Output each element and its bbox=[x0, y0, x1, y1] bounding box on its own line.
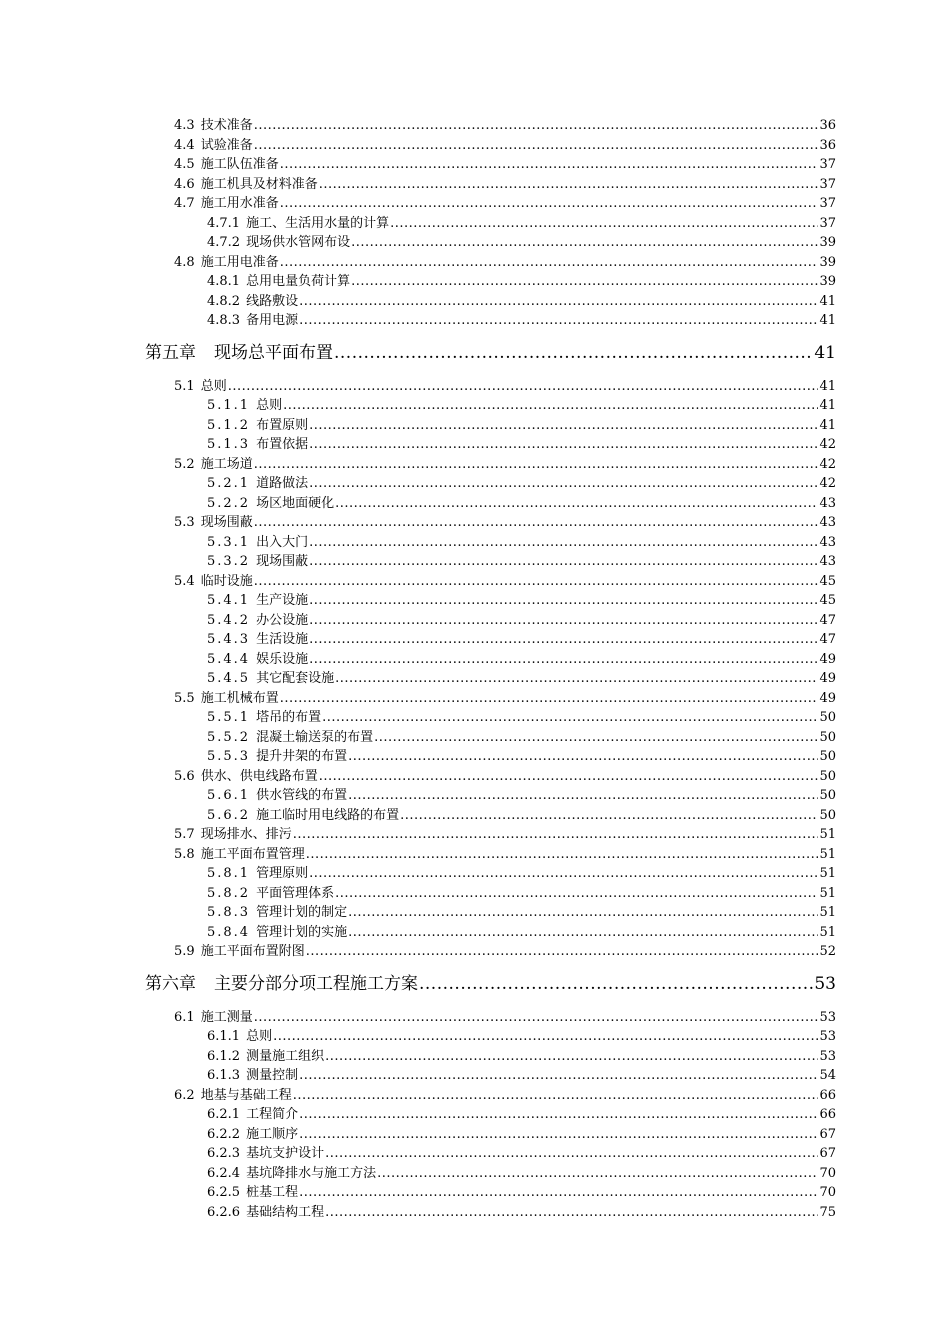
toc-entry-number: 5.4.4 bbox=[207, 651, 251, 667]
toc-entry-page: 41 bbox=[819, 417, 836, 433]
toc-entry-page: 75 bbox=[819, 1204, 836, 1220]
toc-entry-number: 5.3.2 bbox=[207, 554, 251, 569]
toc-dot-leader bbox=[299, 1105, 818, 1125]
toc-entry-page: 66 bbox=[819, 1107, 836, 1122]
toc-dot-leader bbox=[309, 591, 818, 611]
toc-entry-number: 5.3.1 bbox=[207, 534, 251, 550]
toc-entry-title: 娱乐设施 bbox=[256, 651, 309, 667]
toc-entry-page: 52 bbox=[819, 944, 836, 959]
toc-entry[interactable] bbox=[0, 377, 836, 397]
toc-entry[interactable] bbox=[0, 253, 836, 273]
toc-entry-page: 50 bbox=[819, 749, 836, 764]
toc-entry-title: 施工测量 bbox=[200, 1009, 253, 1025]
toc-dot-leader bbox=[348, 903, 818, 923]
toc-entry-title: 备用电源 bbox=[246, 313, 299, 328]
toc-entry[interactable] bbox=[0, 1086, 836, 1106]
toc-entry-title: 供水管线的布置 bbox=[256, 788, 348, 803]
toc-entry-number: 5.8 bbox=[174, 846, 195, 862]
toc-entry-number: 6.2.6 bbox=[207, 1204, 241, 1220]
toc-entry-title: 现场供水管网布设 bbox=[246, 235, 351, 250]
toc-entry-number: 5.1 bbox=[174, 378, 195, 394]
toc-entry-page: 39 bbox=[819, 235, 836, 250]
toc-entry-title: 技术准备 bbox=[200, 118, 253, 133]
toc-chapter-entry[interactable] bbox=[0, 974, 836, 994]
toc-entry-page: 51 bbox=[819, 866, 836, 881]
toc-entry-number: 第六章 bbox=[145, 973, 196, 994]
toc-entry-title: 供水、供电线路布置 bbox=[200, 768, 318, 784]
toc-entry-page: 50 bbox=[819, 807, 836, 823]
toc-entry-number: 4.6 bbox=[174, 176, 195, 192]
toc-entry-page: 54 bbox=[819, 1068, 836, 1083]
toc-entry-page: 49 bbox=[819, 651, 836, 667]
toc-entry-page: 47 bbox=[819, 612, 836, 628]
toc-entry-title: 布置原则 bbox=[256, 417, 309, 433]
toc-entry-title: 地基与基础工程 bbox=[200, 1087, 292, 1103]
toc-entry[interactable] bbox=[0, 1047, 836, 1067]
toc-entry-page: 37 bbox=[819, 196, 836, 211]
toc-entry-page: 49 bbox=[819, 690, 836, 706]
toc-entry-page: 41 bbox=[819, 378, 836, 394]
toc-entry-page: 51 bbox=[819, 905, 836, 920]
toc-entry-number: 第五章 bbox=[145, 342, 196, 363]
toc-entry-title: 布置依据 bbox=[256, 437, 309, 452]
toc-dot-leader bbox=[348, 786, 818, 806]
toc-entry-page: 43 bbox=[819, 554, 836, 569]
toc-entry-number: 5.4.1 bbox=[207, 593, 251, 608]
toc-entry-page: 70 bbox=[819, 1185, 836, 1200]
toc-dot-leader bbox=[335, 884, 818, 904]
toc-entry-title: 试验准备 bbox=[200, 137, 253, 153]
toc-entry-number: 5.1.1 bbox=[207, 398, 251, 413]
toc-dot-leader bbox=[254, 1008, 819, 1028]
toc-dot-leader bbox=[309, 611, 818, 631]
toc-entry-page: 51 bbox=[819, 846, 836, 862]
toc-entry[interactable] bbox=[0, 845, 836, 865]
toc-entry-title: 现场总平面布置 bbox=[214, 342, 333, 363]
toc-entry-title: 桩基工程 bbox=[246, 1185, 299, 1200]
toc-entry-number: 5.3 bbox=[174, 515, 195, 530]
toc-entry[interactable] bbox=[0, 116, 836, 136]
toc-entry-page: 39 bbox=[819, 274, 836, 289]
toc-dot-leader bbox=[335, 494, 818, 514]
toc-entry[interactable] bbox=[0, 155, 836, 175]
toc-entry-number: 5.7 bbox=[174, 827, 195, 842]
toc-entry[interactable] bbox=[0, 292, 836, 312]
toc-entry-title: 施工平面布置附图 bbox=[200, 944, 305, 959]
toc-entry-title: 场区地面硬化 bbox=[256, 495, 335, 511]
toc-entry-title: 施工临时用电线路的布置 bbox=[256, 807, 400, 823]
toc-entry-title: 施工平面布置管理 bbox=[200, 846, 305, 862]
toc-entry-number: 4.3 bbox=[174, 118, 195, 133]
toc-entry[interactable] bbox=[0, 311, 836, 331]
toc-entry[interactable] bbox=[0, 767, 836, 787]
toc-entry-page: 45 bbox=[819, 573, 836, 589]
toc-dot-leader bbox=[254, 116, 819, 136]
toc-entry-number: 6.1.3 bbox=[207, 1068, 241, 1083]
toc-entry-page: 41 bbox=[819, 398, 836, 413]
toc-entry-title: 塔吊的布置 bbox=[256, 710, 322, 725]
toc-dot-leader bbox=[299, 1183, 818, 1203]
toc-entry-number: 5.8.2 bbox=[207, 885, 251, 901]
toc-entry-title: 测量施工组织 bbox=[246, 1048, 325, 1064]
toc-entry-page: 43 bbox=[819, 515, 836, 530]
toc-dot-leader bbox=[309, 474, 818, 494]
toc-entry-title: 临时设施 bbox=[200, 573, 253, 589]
toc-entry-title: 基坑支护设计 bbox=[246, 1146, 325, 1161]
toc-entry[interactable] bbox=[0, 533, 836, 553]
toc-entry[interactable] bbox=[0, 572, 836, 592]
toc-entry-number: 4.4 bbox=[174, 137, 195, 153]
toc-entry-number: 5.1.3 bbox=[207, 437, 251, 452]
toc-entry-page: 37 bbox=[819, 176, 836, 192]
toc-entry-page: 49 bbox=[819, 671, 836, 686]
toc-entry[interactable] bbox=[0, 806, 836, 826]
toc-entry-title: 管理计划的实施 bbox=[256, 924, 348, 940]
toc-entry[interactable] bbox=[0, 513, 836, 533]
toc-entry-title: 基坑降排水与施工方法 bbox=[246, 1165, 377, 1181]
toc-dot-leader bbox=[319, 175, 819, 195]
toc-entry[interactable] bbox=[0, 884, 836, 904]
toc-entry-page: 37 bbox=[819, 157, 836, 172]
toc-entry[interactable] bbox=[0, 396, 836, 416]
toc-entry[interactable] bbox=[0, 942, 836, 962]
toc-entry-number: 5.5 bbox=[174, 690, 195, 706]
toc-entry[interactable] bbox=[0, 1203, 836, 1223]
toc-entry-title: 施工用电准备 bbox=[200, 254, 279, 270]
toc-entry-title: 施工、生活用水量的计算 bbox=[246, 215, 390, 231]
toc-entry-number: 5.4.5 bbox=[207, 671, 251, 686]
toc-entry[interactable] bbox=[0, 175, 836, 195]
toc-entry-title: 施工用水准备 bbox=[200, 196, 279, 211]
toc-entry-number: 6.2.5 bbox=[207, 1185, 241, 1200]
toc-entry[interactable] bbox=[0, 611, 836, 631]
toc-entry[interactable] bbox=[0, 1008, 836, 1028]
toc-entry[interactable] bbox=[0, 903, 836, 923]
toc-entry-page: 67 bbox=[819, 1126, 836, 1142]
toc-entry[interactable] bbox=[0, 728, 836, 748]
toc-entry-number: 4.7.1 bbox=[207, 215, 241, 231]
toc-entry[interactable] bbox=[0, 650, 836, 670]
toc-entry-number: 6.1 bbox=[174, 1009, 195, 1025]
toc-entry-number: 5.5.1 bbox=[207, 710, 251, 725]
toc-entry-page: 43 bbox=[819, 495, 836, 511]
toc-entry-title: 道路做法 bbox=[256, 476, 309, 491]
toc-entry-number: 6.1.2 bbox=[207, 1048, 241, 1064]
toc-entry-number: 6.2.1 bbox=[207, 1107, 241, 1122]
toc-entry-title: 基础结构工程 bbox=[246, 1204, 325, 1220]
toc-entry-title: 总则 bbox=[256, 398, 283, 413]
toc-entry-number: 5.6 bbox=[174, 768, 195, 784]
toc-dot-leader bbox=[306, 845, 819, 865]
toc-entry[interactable] bbox=[0, 474, 836, 494]
toc-entry-page: 51 bbox=[819, 827, 836, 842]
toc-entry-page: 53 bbox=[819, 1009, 836, 1025]
toc-entry-number: 5.4.2 bbox=[207, 612, 251, 628]
toc-entry[interactable] bbox=[0, 1066, 836, 1086]
table-of-contents bbox=[0, 116, 950, 1222]
toc-entry[interactable] bbox=[0, 416, 836, 436]
toc-entry-title: 线路敷设 bbox=[246, 293, 299, 309]
toc-dot-leader bbox=[254, 513, 819, 533]
toc-entry[interactable] bbox=[0, 1144, 836, 1164]
toc-entry-title: 现场围蔽 bbox=[256, 554, 309, 569]
toc-entry[interactable] bbox=[0, 136, 836, 156]
toc-entry[interactable] bbox=[0, 552, 836, 572]
toc-entry-title: 出入大门 bbox=[256, 534, 309, 550]
toc-dot-leader bbox=[280, 253, 819, 273]
toc-entry-title: 测量控制 bbox=[246, 1068, 299, 1083]
toc-entry-number: 5.6.1 bbox=[207, 788, 251, 803]
toc-dot-leader bbox=[299, 1066, 818, 1086]
toc-entry-title: 工程简介 bbox=[246, 1107, 299, 1122]
toc-entry-number: 5.8.4 bbox=[207, 924, 251, 940]
toc-dot-leader bbox=[419, 974, 813, 994]
toc-entry-page: 43 bbox=[819, 534, 836, 550]
toc-entry-title: 管理计划的制定 bbox=[256, 905, 348, 920]
toc-entry-title: 生产设施 bbox=[256, 593, 309, 608]
toc-entry-title: 管理原则 bbox=[256, 866, 309, 881]
toc-dot-leader bbox=[254, 572, 819, 592]
toc-dot-leader bbox=[306, 942, 819, 962]
toc-dot-leader bbox=[334, 343, 813, 363]
toc-dot-leader bbox=[309, 533, 818, 553]
toc-entry-number: 5.9 bbox=[174, 944, 195, 959]
toc-entry-number: 6.2.4 bbox=[207, 1165, 241, 1181]
toc-entry[interactable] bbox=[0, 1027, 836, 1047]
toc-entry-title: 现场围蔽 bbox=[200, 515, 253, 530]
toc-entry-number: 4.8.2 bbox=[207, 293, 241, 309]
toc-dot-leader bbox=[348, 747, 818, 767]
toc-entry-page: 42 bbox=[819, 437, 836, 452]
toc-entry-title: 施工顺序 bbox=[246, 1126, 299, 1142]
toc-entry-title: 其它配套设施 bbox=[256, 671, 335, 686]
toc-dot-leader bbox=[351, 272, 818, 292]
toc-entry-number: 5.8.3 bbox=[207, 905, 251, 920]
toc-entry[interactable] bbox=[0, 923, 836, 943]
toc-entry-number: 4.8.3 bbox=[207, 313, 241, 328]
toc-entry[interactable] bbox=[0, 272, 836, 292]
toc-entry-number: 6.2.3 bbox=[207, 1146, 241, 1161]
toc-entry-page: 50 bbox=[819, 788, 836, 803]
toc-entry-page: 50 bbox=[819, 729, 836, 745]
toc-entry-page: 66 bbox=[819, 1087, 836, 1103]
toc-entry-number: 5.5.3 bbox=[207, 749, 251, 764]
toc-dot-leader bbox=[325, 1144, 818, 1164]
toc-dot-leader bbox=[254, 136, 819, 156]
toc-entry-number: 6.2.2 bbox=[207, 1126, 241, 1142]
toc-entry-number: 4.7.2 bbox=[207, 235, 241, 250]
toc-entry[interactable] bbox=[0, 194, 836, 214]
toc-entry[interactable] bbox=[0, 1125, 836, 1145]
toc-entry-page: 51 bbox=[819, 885, 836, 901]
toc-dot-leader bbox=[374, 728, 818, 748]
toc-entry-page: 42 bbox=[819, 456, 836, 472]
toc-entry-number: 4.8.1 bbox=[207, 274, 241, 289]
toc-entry-number: 4.7 bbox=[174, 196, 195, 211]
toc-dot-leader bbox=[293, 1086, 819, 1106]
toc-dot-leader bbox=[400, 806, 818, 826]
toc-dot-leader bbox=[280, 689, 819, 709]
toc-entry-title: 施工机具及材料准备 bbox=[200, 176, 318, 192]
toc-entry-page: 53 bbox=[819, 1048, 836, 1064]
toc-dot-leader bbox=[299, 1125, 818, 1145]
toc-dot-leader bbox=[280, 194, 819, 214]
toc-entry[interactable] bbox=[0, 864, 836, 884]
toc-entry[interactable] bbox=[0, 689, 836, 709]
toc-entry-page: 51 bbox=[819, 924, 836, 940]
toc-entry-page: 39 bbox=[819, 254, 836, 270]
toc-entry[interactable] bbox=[0, 708, 836, 728]
toc-entry-page: 36 bbox=[819, 118, 836, 133]
toc-entry[interactable] bbox=[0, 747, 836, 767]
toc-entry-title: 施工机械布置 bbox=[200, 690, 279, 706]
toc-entry[interactable] bbox=[0, 630, 836, 650]
toc-dot-leader bbox=[348, 923, 818, 943]
toc-dot-leader bbox=[319, 767, 819, 787]
toc-entry-number: 5.2 bbox=[174, 456, 195, 472]
toc-entry-page: 67 bbox=[819, 1146, 836, 1161]
toc-entry-page: 36 bbox=[819, 137, 836, 153]
toc-dot-leader bbox=[322, 708, 818, 728]
toc-dot-leader bbox=[390, 214, 818, 234]
toc-entry-page: 42 bbox=[819, 476, 836, 491]
toc-dot-leader bbox=[228, 377, 819, 397]
toc-dot-leader bbox=[293, 825, 819, 845]
toc-entry[interactable] bbox=[0, 1164, 836, 1184]
toc-entry-title: 施工场道 bbox=[200, 456, 253, 472]
toc-entry-title: 现场排水、排污 bbox=[200, 827, 292, 842]
toc-entry-number: 5.6.2 bbox=[207, 807, 251, 823]
toc-entry[interactable] bbox=[0, 494, 836, 514]
toc-entry-page: 53 bbox=[814, 973, 836, 994]
toc-entry-title: 混凝土输送泵的布置 bbox=[256, 729, 374, 745]
toc-dot-leader bbox=[335, 669, 818, 689]
toc-dot-leader bbox=[283, 396, 818, 416]
toc-dot-leader bbox=[309, 650, 818, 670]
toc-dot-leader bbox=[325, 1047, 818, 1067]
toc-entry-page: 50 bbox=[819, 768, 836, 784]
toc-entry-title: 总则 bbox=[200, 378, 227, 394]
toc-dot-leader bbox=[299, 292, 818, 312]
toc-entry[interactable] bbox=[0, 1183, 836, 1203]
toc-entry-title: 施工队伍准备 bbox=[200, 157, 279, 172]
toc-entry-number: 5.2.1 bbox=[207, 476, 251, 491]
toc-dot-leader bbox=[309, 552, 818, 572]
toc-entry-number: 5.4.3 bbox=[207, 632, 251, 647]
toc-entry-page: 50 bbox=[819, 710, 836, 725]
toc-dot-leader bbox=[351, 233, 818, 253]
toc-entry[interactable] bbox=[0, 825, 836, 845]
toc-dot-leader bbox=[309, 864, 818, 884]
toc-entry-title: 总用电量负荷计算 bbox=[246, 274, 351, 289]
toc-dot-leader bbox=[309, 435, 818, 455]
toc-dot-leader bbox=[325, 1203, 818, 1223]
toc-entry-title: 主要分部分项工程施工方案 bbox=[214, 973, 418, 994]
toc-dot-leader bbox=[254, 455, 819, 475]
toc-entry-number: 5.2.2 bbox=[207, 495, 251, 511]
toc-dot-leader bbox=[309, 416, 818, 436]
toc-entry-number: 5.5.2 bbox=[207, 729, 251, 745]
toc-entry-number: 4.5 bbox=[174, 157, 195, 172]
toc-entry-page: 70 bbox=[819, 1165, 836, 1181]
toc-dot-leader bbox=[309, 630, 818, 650]
toc-entry-page: 41 bbox=[814, 342, 836, 363]
toc-entry-title: 生活设施 bbox=[256, 632, 309, 647]
toc-entry-page: 41 bbox=[819, 313, 836, 328]
toc-dot-leader bbox=[377, 1164, 818, 1184]
toc-entry-title: 平面管理体系 bbox=[256, 885, 335, 901]
toc-entry-page: 53 bbox=[819, 1029, 836, 1044]
toc-entry-page: 45 bbox=[819, 593, 836, 608]
toc-entry-page: 37 bbox=[819, 215, 836, 231]
toc-entry[interactable] bbox=[0, 455, 836, 475]
toc-entry-number: 4.8 bbox=[174, 254, 195, 270]
toc-entry[interactable] bbox=[0, 669, 836, 689]
toc-entry-page: 41 bbox=[819, 293, 836, 309]
toc-entry-number: 5.8.1 bbox=[207, 866, 251, 881]
toc-entry-number: 6.1.1 bbox=[207, 1029, 241, 1044]
toc-entry[interactable] bbox=[0, 591, 836, 611]
toc-dot-leader bbox=[299, 311, 818, 331]
toc-entry-title: 提升井架的布置 bbox=[256, 749, 348, 764]
toc-entry-number: 6.2 bbox=[174, 1087, 195, 1103]
toc-dot-leader bbox=[273, 1027, 818, 1047]
toc-entry-title: 总则 bbox=[246, 1029, 273, 1044]
toc-entry-number: 5.1.2 bbox=[207, 417, 251, 433]
toc-entry[interactable] bbox=[0, 233, 836, 253]
toc-entry-title: 办公设施 bbox=[256, 612, 309, 628]
toc-entry[interactable] bbox=[0, 1105, 836, 1125]
toc-entry-number: 5.4 bbox=[174, 573, 195, 589]
toc-chapter-entry[interactable] bbox=[0, 343, 836, 363]
toc-dot-leader bbox=[280, 155, 819, 175]
toc-entry[interactable] bbox=[0, 435, 836, 455]
toc-entry-page: 47 bbox=[819, 632, 836, 647]
toc-entry[interactable] bbox=[0, 214, 836, 234]
toc-entry[interactable] bbox=[0, 786, 836, 806]
